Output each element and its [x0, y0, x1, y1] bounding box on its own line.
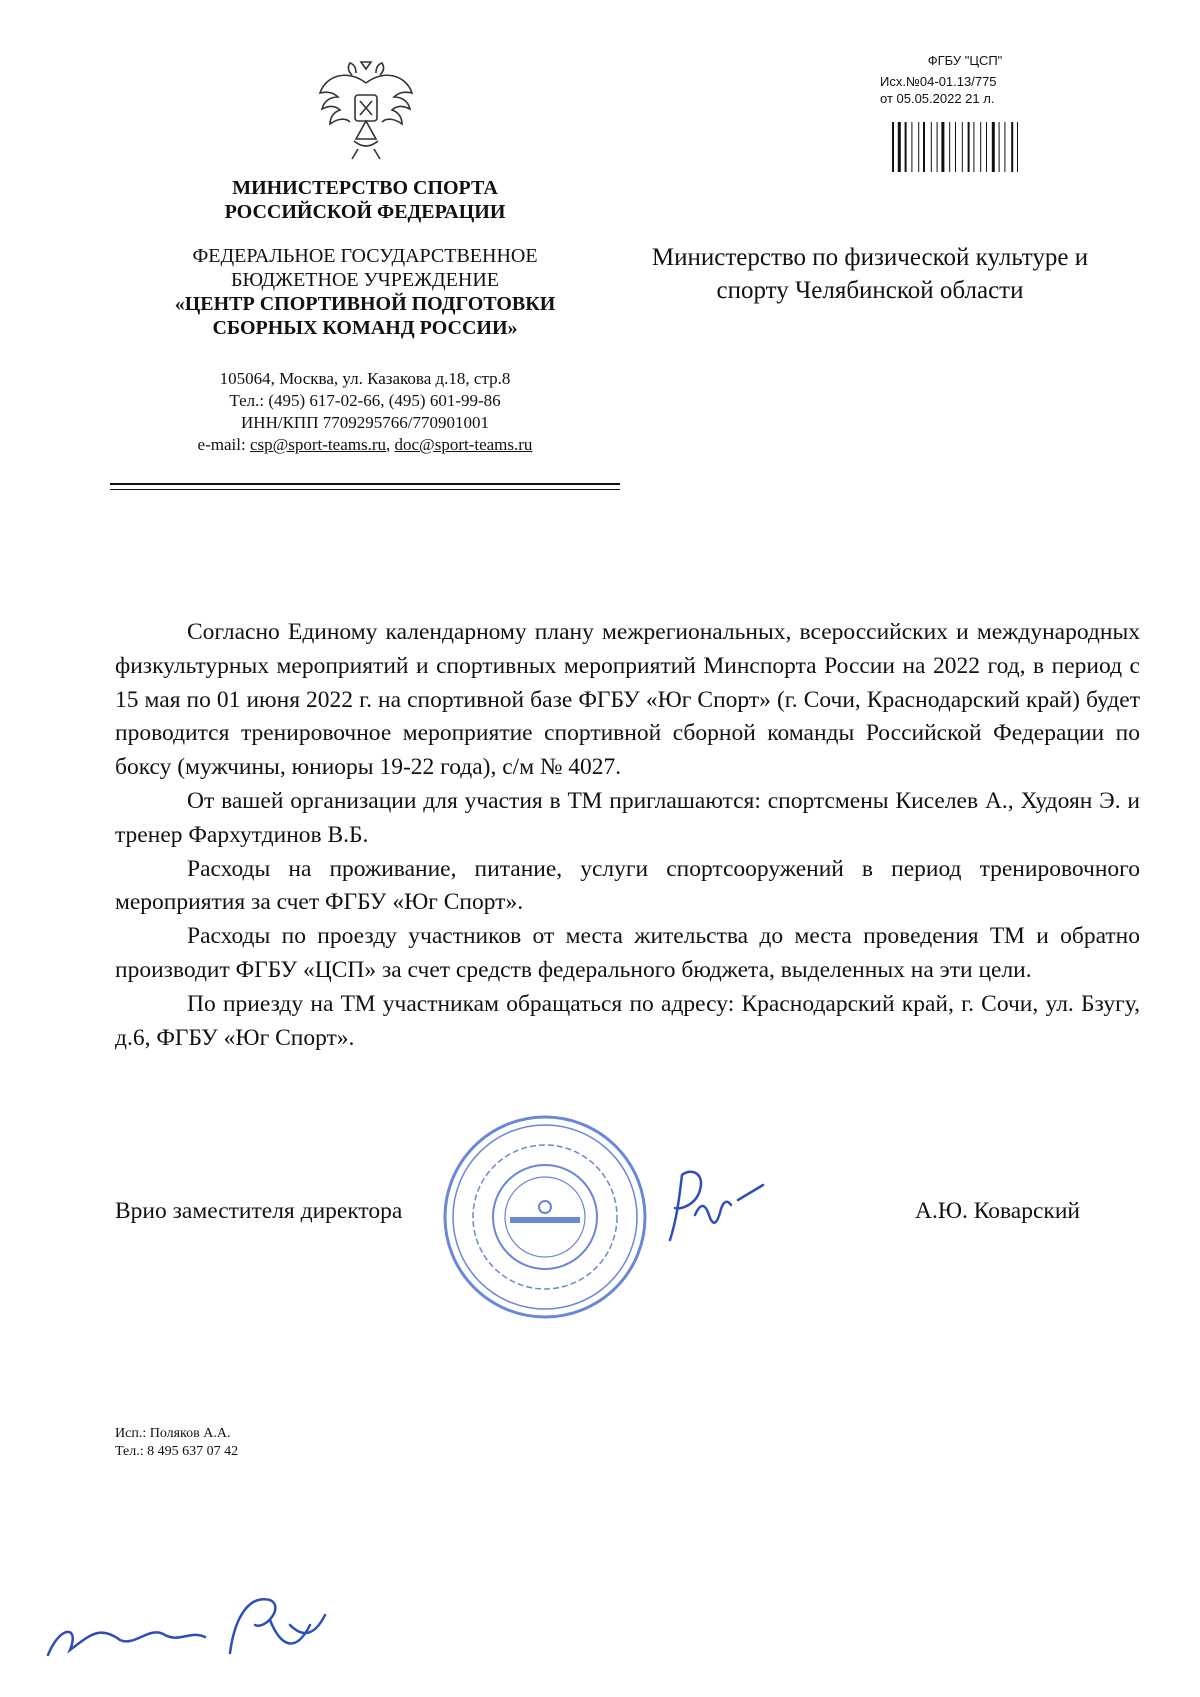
ministry-name — [110, 176, 620, 224]
recipient-block — [620, 241, 1120, 307]
body-paragraph: Расходы по проезду участников от места жительства до места проведения ТМ и обратно производит ФГБУ «ЦСП» за счет средств федерального бюджета, выделенных на эти цели. — [115, 923, 1140, 983]
signer-name: А.Ю. Коварский — [915, 1198, 1080, 1224]
handwritten-mark-icon — [40, 1585, 340, 1665]
email-separator: , — [386, 435, 395, 454]
organization-name — [110, 244, 620, 340]
letterhead-divider-thin — [110, 489, 620, 490]
barcode-bar — [1017, 122, 1018, 172]
barcode-bar — [1004, 122, 1005, 172]
body-paragraph: Расходы на проживание, питание, услуги спортсооружений в период тренировочного мероприятия за счет ФГБУ «Юг Спорт». — [115, 855, 1140, 916]
barcode-bar — [937, 122, 938, 172]
barcode-bar — [1011, 122, 1013, 172]
email-link-doc[interactable]: doc@sport-teams.ru — [394, 435, 533, 454]
registration-org: ФГБУ "ЦСП" — [927, 53, 1003, 68]
barcode-bar — [892, 122, 894, 172]
inn-kpp: ИНН/КПП 7709295766/770901001 — [241, 413, 489, 432]
executor-name: Исп.: Поляков А.А. — [115, 1426, 231, 1441]
barcode-bar — [999, 122, 1000, 172]
official-seal-icon — [440, 1112, 650, 1322]
barcode-bar — [911, 122, 912, 172]
barcode-bar — [992, 122, 995, 172]
barcode-bar — [931, 122, 932, 172]
coat-of-arms-icon — [310, 55, 422, 167]
barcode-bar — [968, 122, 970, 172]
org-line-1: ФЕДЕРАЛЬНОЕ ГОСУДАРСТВЕННОЕ — [192, 245, 538, 267]
barcode-bar — [980, 122, 981, 172]
executor-block — [115, 1425, 238, 1461]
barcode-bar — [918, 122, 919, 172]
barcode-bar — [962, 122, 963, 172]
signer-title: Врио заместителя директора — [115, 1198, 403, 1224]
phones: Тел.: (495) 617-02-66, (495) 601-99-86 — [229, 391, 501, 410]
address: 105064, Москва, ул. Казакова д.18, стр.8 — [219, 369, 511, 388]
letter-body — [115, 616, 1140, 1055]
barcode-icon — [892, 122, 1039, 172]
org-name-line-1: «ЦЕНТР СПОРТИВНОЙ ПОДГОТОВКИ — [174, 293, 556, 315]
ministry-line-2: РОССИЙСКОЙ ФЕДЕРАЦИИ — [224, 201, 506, 223]
barcode-bar — [955, 122, 956, 172]
handwritten-signature-icon — [660, 1160, 770, 1250]
org-line-2: БЮДЖЕТНОЕ УЧРЕЖДЕНИЕ — [230, 269, 500, 291]
executor-phone: Тел.: 8 495 637 07 42 — [115, 1444, 239, 1459]
letterhead-divider — [110, 483, 620, 485]
body-paragraph: Согласно Единому календарному плану межрегиональных, всероссийских и международных физкультурных мероприятий и спортивных мероприятий Минспорта России на 2022 год, в период с 15 мая по 01 июня 2022 г. на спортивной базе ФГБУ «Юг Спорт» (г. Сочи, Краснодарский край) будет проводится тренировочное мероприятие спортивной сборной команды Российской Федерации по боксу (мужчины, юниоры 19-22 года), с/м № 4027. — [115, 619, 1140, 781]
email-line — [110, 434, 620, 456]
email-label: e-mail: — [197, 435, 250, 454]
org-name-line-2: СБОРНЫХ КОМАНД РОССИИ» — [212, 317, 518, 339]
registration-number: Исх.№04-01.13/775 — [880, 74, 997, 89]
barcode-bar — [941, 122, 944, 172]
barcode-bar — [973, 122, 974, 172]
barcode-bar — [923, 122, 925, 172]
barcode-bar — [898, 122, 901, 172]
body-paragraph: От вашей организации для участия в ТМ приглашаются: спортсмены Киселев А., Худоян Э. и тренер Фархутдинов В.Б. — [115, 787, 1140, 848]
ministry-line-1: МИНИСТЕРСТВО СПОРТА — [232, 177, 498, 199]
barcode-bar — [949, 122, 950, 172]
email-link-csp[interactable]: csp@sport-teams.ru — [249, 435, 386, 454]
recipient-line-2: спорту Челябинской области — [716, 277, 1024, 304]
recipient-line-1: Министерство по физической культуре и — [651, 244, 1089, 271]
contacts-block — [110, 368, 620, 456]
registration-date: от 05.05.2022 21 л. — [880, 91, 995, 106]
body-paragraph: По приезду на ТМ участникам обращаться по адресу: Краснодарский край, г. Сочи, ул. Бзугу, д.6, ФГБУ «Юг Спорт». — [115, 990, 1140, 1051]
barcode-bar — [986, 122, 987, 172]
registration-stamp — [880, 52, 1050, 107]
barcode-bar — [905, 122, 907, 172]
